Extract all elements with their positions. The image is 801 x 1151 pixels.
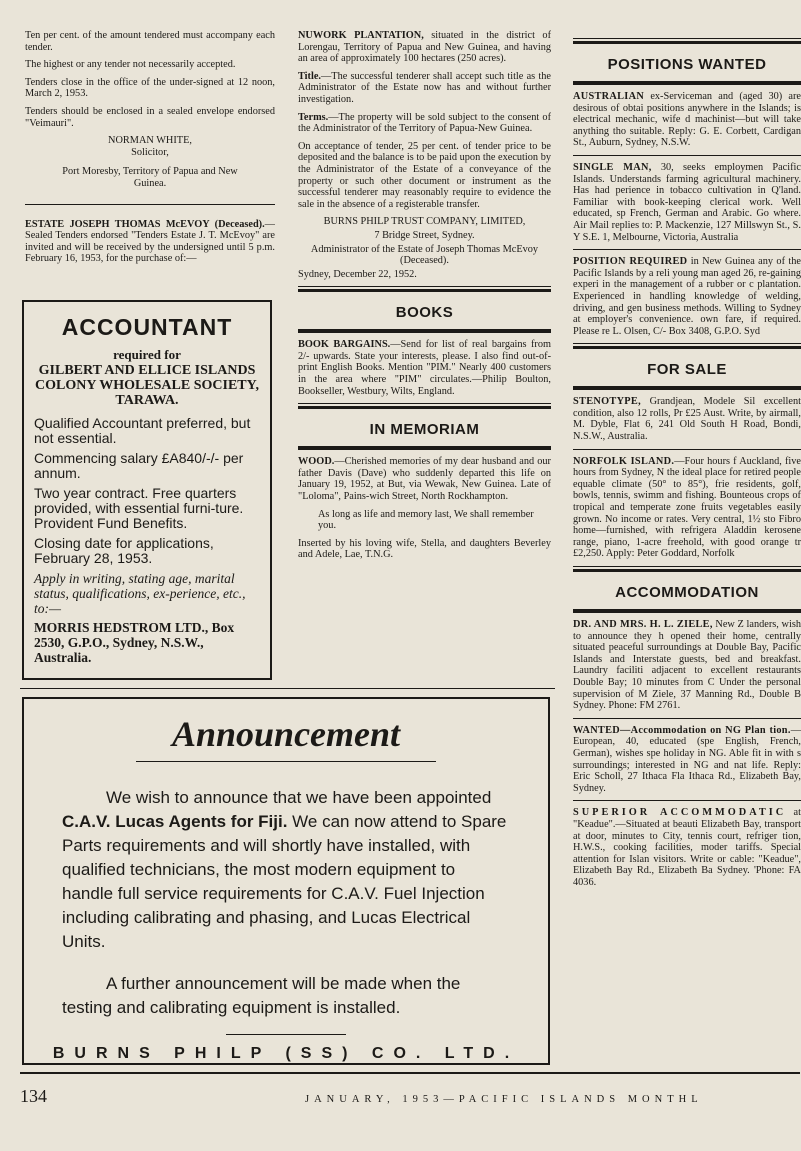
sale-ad-lead: NORFOLK ISLAND.: [573, 455, 675, 467]
trust-name: BURNS PHILP TRUST COMPANY, LIMITED,: [323, 216, 526, 228]
signature-place: Port Moresby, Territory of Papua and New Guinea.: [62, 166, 238, 189]
sale-heading: FOR SALE: [647, 361, 727, 379]
column-1: [25, 30, 275, 290]
announcement-title: Announcement: [171, 714, 401, 754]
divider: [573, 800, 801, 801]
terms-lead: Terms.: [298, 111, 329, 123]
announcement-body-2: [34, 972, 538, 1020]
title-clause: [298, 71, 551, 106]
position-ad-lead: SINGLE MAN,: [573, 161, 652, 173]
accountant-line: Closing date for applications, February 28, 1953.: [34, 535, 214, 566]
section-rule: [298, 446, 551, 450]
announcement-p1-a: We wish to announce that we have been appointed: [106, 788, 492, 807]
divider: [20, 688, 555, 689]
page-footer: [20, 1078, 800, 1118]
accommodation-ad-text: —European, 40, educated (spe English, French, German), wishes spe holiday in NG. Able fit in with s surroundings; interested in NG and nat life. Reply: Eric Scholl, 27 Ithaca Fla Ithaca Rd., Elizabeth Bay, Sydney.: [573, 724, 801, 794]
section-rule: [573, 609, 801, 613]
signature-rule: [226, 1034, 346, 1035]
accommodation-heading: ACCOMMODATION: [615, 584, 759, 601]
announcement-p1-bold: C.A.V. Lucas Agents for Fiji.: [62, 812, 288, 831]
accommodation-ad-text: at "Keadue".—Situated at beauti Elizabeth Bay, transport at door, minutes to City, tennis court, refriger tion, H.W.S., cooking facilities, moder tariffs. Special attention for Islan visitors. Write or cable: "Keadue", Elizabeth Bay Rd., Elizabeth Ba Sydney. 'Phone: FA 4036.: [573, 807, 801, 888]
accommodation-ad: [573, 725, 801, 795]
memoriam-lead: WOOD.: [298, 456, 335, 468]
section-rule: [573, 343, 801, 349]
accommodation-ad: [573, 619, 801, 712]
divider: [573, 718, 801, 719]
books-ad: [298, 339, 551, 397]
nuwork-lead: NUWORK PLANTATION,: [298, 30, 424, 41]
trust-date: Sydney, December 22, 1952.: [298, 268, 417, 280]
estate-notice: [25, 219, 275, 265]
title-lead: Title.: [298, 70, 321, 82]
accountant-org: GILBERT AND ELLICE ISLANDS COLONY WHOLESALE SOCIETY, TARAWA.: [35, 363, 259, 408]
announcement-body: [34, 786, 538, 954]
memoriam-text: —Cherished memories of my dear husband and our father Davis (Dave) who suddenly departed this life on January 19, 1952, at But, via Wewak, New Guinea. Late of "Loloma", Pains-wich Street, North Rockhampton.: [298, 456, 551, 503]
section-rule: [298, 286, 551, 292]
announcement-ad: [22, 697, 550, 1065]
announcement-p2: A further announcement will be made when the testing and calibrating equipment is installed.: [62, 974, 461, 1017]
trust-role: Administrator of the Estate of Joseph Thomas McEvoy (Deceased).: [310, 243, 539, 267]
divider: [573, 449, 801, 450]
section-rule: [573, 566, 801, 572]
signature-name: NORMAN WHITE,: [108, 135, 192, 147]
position-ad: [573, 256, 801, 337]
tender-line: Ten per cent. of the amount tendered must accompany each tender.: [25, 30, 275, 53]
section-rule: [573, 38, 801, 44]
page-number: 134: [20, 1086, 47, 1106]
memoriam-heading: IN MEMORIAM: [369, 421, 480, 439]
accommodation-ad-lead: DR. AND MRS. H. L. ZIELE,: [573, 619, 713, 630]
announcement-signature: BURNS PHILP (SS) CO. LTD.: [52, 1045, 520, 1062]
sale-ad-text: —Four hours f Auckland, five hours from Sydney, N the ideal place for retired people equable climate (50° to 85°), frie residents, golf, bowls, tennis, swimm and fishing. Bounteous crops of tropical and temperate zone fruits vegetables easily grown. No income or rates. Very central, 1½ sto Fibro home—furnished, with refrigera Aladdin kerosene range, piano, 1-acre freehold, with good orange tr £2,250. Apply: Peter Goddard, Norfolk: [573, 455, 801, 560]
books-text: —Send for list of real bargains from 2/- upwards. State your interests, please. I also find out-of-print English Books. Mention "PIM." Nearly 400 customers in the area where "PIM" circulates.—Philip Boulton, Bookseller, Westbury, Wilts, England.: [298, 339, 551, 397]
position-ad-text: ex-Serviceman and (aged 30) are desirous of obtai positions anywhere in the Islands; is electrical mechanic, wife d machinist—but will take anything tho suitable. Reply: G. E. Corbett, Cardigan St., Auburn, Sydney, N.S.W.: [573, 91, 801, 149]
terms-text: —The property will be sold subject to the consent of the Administrator of the Territory of Papua-New Guinea.: [298, 111, 551, 135]
accountant-line: Commencing salary £A840/-/- per annum.: [34, 450, 244, 481]
title-text: —The successful tenderer shall accept such title as the Administrator of the Estate now has and without further investigation.: [298, 70, 551, 105]
section-rule: [298, 329, 551, 333]
signature-title: Solicitor,: [131, 146, 169, 158]
column-3: [573, 36, 801, 1076]
accountant-title: ACCOUNTANT: [61, 314, 233, 340]
tender-line: Tenders close in the office of the under-signed at 12 noon, March 2, 1953.: [25, 76, 275, 100]
memoriam-verse: As long as life and memory last, We shall remember you.: [318, 508, 534, 532]
announcement-p1-b: We can now attend to Spare Parts requirements and will shortly have installed, with qualified technicians, the most modern equipment to handle full service requirements for C.A.V. Fuel Injection including calibrating and phasing, and Lucas Electrical Units.: [62, 812, 507, 951]
nuwork-text: situated in the district of Lorengau, Territory of Papua and New Guinea, and having an area of approximately 100 hectares (250 acres).: [298, 30, 551, 65]
tender-line: Tenders should be enclosed in a sealed envelope endorsed "Veimauri".: [25, 105, 275, 129]
position-ad: [573, 91, 801, 149]
memoriam-notice: [298, 456, 551, 502]
nuwork-notice: [298, 30, 551, 65]
memoriam-sign: Inserted by his loving wife, Stella, and daughters Beverley and Adele, Lae, T.N.G.: [298, 537, 551, 561]
accountant-firm: MORRIS HEDSTROM LTD., Box 2530, G.P.O., Sydney, N.S.W., Australia.: [34, 620, 235, 665]
divider: [573, 249, 801, 250]
accommodation-ad-lead: SUPERIOR ACCOMMODATIC: [573, 807, 787, 819]
section-rule: [298, 403, 551, 409]
position-ad-lead: AUSTRALIAN: [573, 91, 645, 102]
divider: [573, 155, 801, 156]
section-rule: [573, 386, 801, 390]
accountant-line: Qualified Accountant preferred, but not essential.: [34, 415, 251, 446]
position-ad: [573, 162, 801, 243]
sale-ad-text: Grandjean, Modele Sil excellent condition, also 12 rolls, Pr £25 Aust. Write, by airmall, M. Dyble, Flat 6, 241 Old South H Road, Bondi, N.S.W., Australia.: [573, 396, 801, 443]
position-ad-text: 30, seeks employmen Pacific Islands. Understands farming agricultural machinery. Has had perience in tobacco cultivation in Q'land. Familiar with book-keeping clerical work. Well educated, sp French, German and Arabic. Go where. Air Mail replies to: P. Mackenzie, 127 Millswyn St., S. Y S.E. 1, Melbourne, Victoria, Australia: [573, 161, 801, 243]
accommodation-ad-text: New Z landers, wish to announce they h opened their home, centrally situated peaceful surroundings at Double Bay, Pacific Islands and Interstate guests, bed and breakfast. Laundry faciliti adjacent to excellent restaurants Double Bay; 10 minutes from C Under the personal supervision of M Ziele, 37 Manning Rd., Double B Sydney. Phone: FM 2761.: [573, 619, 801, 712]
terms-clause: [298, 112, 551, 135]
position-ad-text: in New Guinea any of the Pacific Islands by a reli young man aged 26, re-gaining experi in the management of a rubber or c plantation. Experienced in handling knowledge of welding, driving, and gen business methods. Willing to Sydney at employer's convenience. own fare, if required. Please re L. Olsen, C/- Box 3408, G.P.O. Syd: [573, 256, 801, 337]
estate-text: —Sealed Tenders endorsed "Tenders Estate J. T. McEvoy" are invited and will be received by the undersigned until 5 p.m. February 16, 1953, for the purchase of:—: [25, 218, 275, 265]
sale-ad: [573, 396, 801, 442]
sale-ad-lead: STENOTYPE,: [573, 396, 641, 408]
books-heading: BOOKS: [395, 304, 454, 322]
accommodation-ad: [573, 807, 801, 888]
divider: [25, 204, 275, 205]
accountant-line: Two year contract. Free quarters provided, with essential furni-ture. Provident Fund Benefits.: [34, 485, 244, 531]
tender-line: The highest or any tender not necessarily accepted.: [25, 59, 236, 71]
accommodation-ad-lead: WANTED—Accommodation on NG Plan tion.: [573, 724, 791, 736]
acceptance-clause: On acceptance of tender, 25 per cent. of tender price to be deposited and the balance is to be paid upon the execution by the Administrator of the Estate of a conveyance of the property or such other document or instrument as the successful tenderer may reasonably require to evidence the sale in the absence of a registerable transfer.: [298, 140, 551, 210]
title-underline: [136, 761, 436, 762]
running-title: JANUARY, 1953—PACIFIC ISLANDS MONTHL: [305, 1094, 703, 1105]
trust-address: 7 Bridge Street, Sydney.: [374, 229, 475, 241]
column-2: [298, 30, 551, 685]
accountant-ad: [22, 300, 272, 680]
footer-rule: [20, 1072, 800, 1074]
estate-lead: ESTATE JOSEPH THOMAS McEVOY (Deceased).: [25, 218, 265, 230]
accountant-apply: Apply in writing, stating age, marital status, qualifications, ex-perience, etc., to:—: [34, 571, 246, 616]
position-ad-lead: POSITION REQUIRED: [573, 256, 688, 268]
positions-heading: POSITIONS WANTED: [607, 56, 767, 73]
accountant-body: [34, 416, 260, 566]
books-lead: BOOK BARGAINS.: [298, 339, 391, 351]
sale-ad: [573, 456, 801, 560]
accountant-required: required for: [113, 347, 181, 362]
section-rule: [573, 81, 801, 85]
